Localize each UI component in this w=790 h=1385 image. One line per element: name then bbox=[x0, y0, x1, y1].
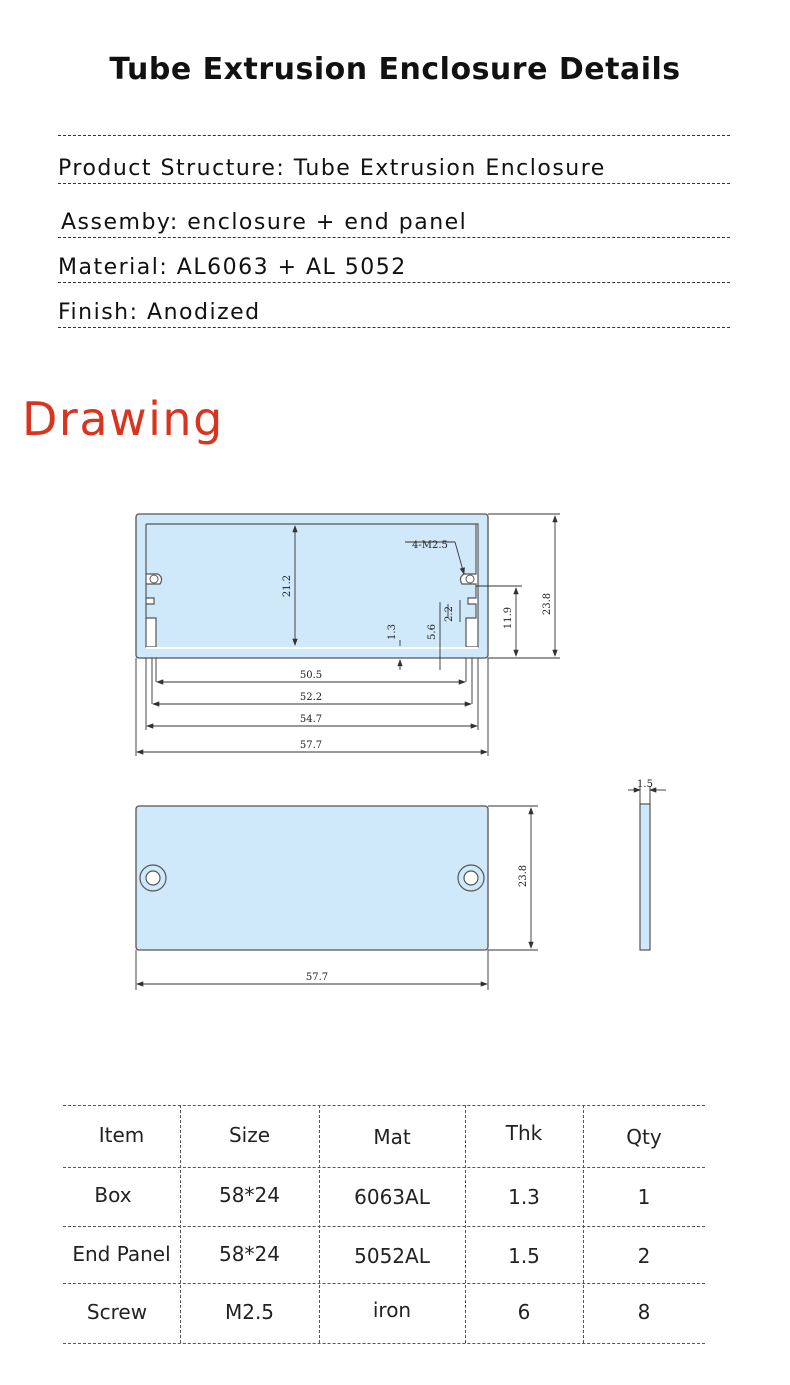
table-cell: 6 bbox=[517, 1300, 531, 1324]
table-cell: 58*24 bbox=[219, 1183, 280, 1207]
dim-width-inner3: 54.7 bbox=[299, 714, 323, 725]
dim-width-outer: 57.7 bbox=[299, 740, 323, 751]
spec-label: Assemby: bbox=[61, 210, 179, 235]
table-header-mat: Mat bbox=[373, 1125, 411, 1149]
table-cell: 6063AL bbox=[354, 1185, 430, 1209]
spec-label: Finish: bbox=[58, 300, 139, 325]
table-cell: Screw bbox=[86, 1300, 148, 1324]
panel-side-view bbox=[640, 804, 650, 950]
end-panel bbox=[136, 806, 488, 950]
table-cell: Box bbox=[94, 1183, 132, 1207]
dim-slot-a: 5.6 bbox=[427, 624, 438, 640]
dim-width-inner2: 52.2 bbox=[299, 692, 323, 703]
table-cell: 2 bbox=[637, 1244, 651, 1268]
spec-label: Material: bbox=[58, 255, 169, 280]
table-cell: 5052AL bbox=[354, 1244, 430, 1268]
dim-wall: 1.3 bbox=[387, 624, 398, 640]
table-cell: 58*24 bbox=[219, 1242, 280, 1266]
table-cell: 1.5 bbox=[508, 1244, 540, 1268]
dim-height-inner: 21.2 bbox=[282, 574, 293, 598]
table-header-qty: Qty bbox=[626, 1125, 662, 1149]
technical-drawing bbox=[0, 490, 790, 1010]
dim-height-outer: 23.8 bbox=[542, 592, 553, 616]
spec-row-structure bbox=[58, 156, 606, 181]
spec-top-divider bbox=[58, 135, 730, 136]
dim-panel-width: 57.7 bbox=[305, 972, 329, 983]
dim-panel-thickness: 1.5 bbox=[637, 779, 653, 790]
dim-width-inner1: 50.5 bbox=[299, 670, 323, 681]
table-cell: 8 bbox=[637, 1300, 651, 1324]
table-header-size: Size bbox=[228, 1123, 271, 1147]
spec-value: Tube Extrusion Enclosure bbox=[293, 156, 606, 181]
callout-hole: 4-M2.5 bbox=[412, 540, 448, 551]
table-cell: 1 bbox=[637, 1185, 651, 1209]
table-cell: End Panel bbox=[72, 1242, 171, 1266]
spec-row-assembly bbox=[61, 210, 467, 235]
spec-label: Product Structure: bbox=[58, 156, 286, 181]
table-header-thk: Thk bbox=[505, 1121, 543, 1145]
section-title-drawing: Drawing bbox=[22, 392, 224, 446]
spec-row-finish bbox=[58, 300, 261, 325]
dim-slot-b: 2.2 bbox=[444, 606, 455, 622]
dim-mount-height: 11.9 bbox=[503, 606, 514, 630]
spec-value: Anodized bbox=[147, 300, 261, 325]
table-cell: M2.5 bbox=[224, 1300, 275, 1324]
table-cell: 1.3 bbox=[508, 1185, 540, 1209]
spec-value: enclosure + end panel bbox=[187, 210, 468, 235]
page-title: Tube Extrusion Enclosure Details bbox=[109, 52, 681, 87]
spec-value: AL6063 + AL 5052 bbox=[176, 255, 407, 280]
table-cell: iron bbox=[372, 1298, 412, 1322]
table-header-item: Item bbox=[98, 1123, 145, 1147]
spec-row-material bbox=[58, 255, 407, 280]
dim-panel-height: 23.8 bbox=[518, 864, 529, 888]
